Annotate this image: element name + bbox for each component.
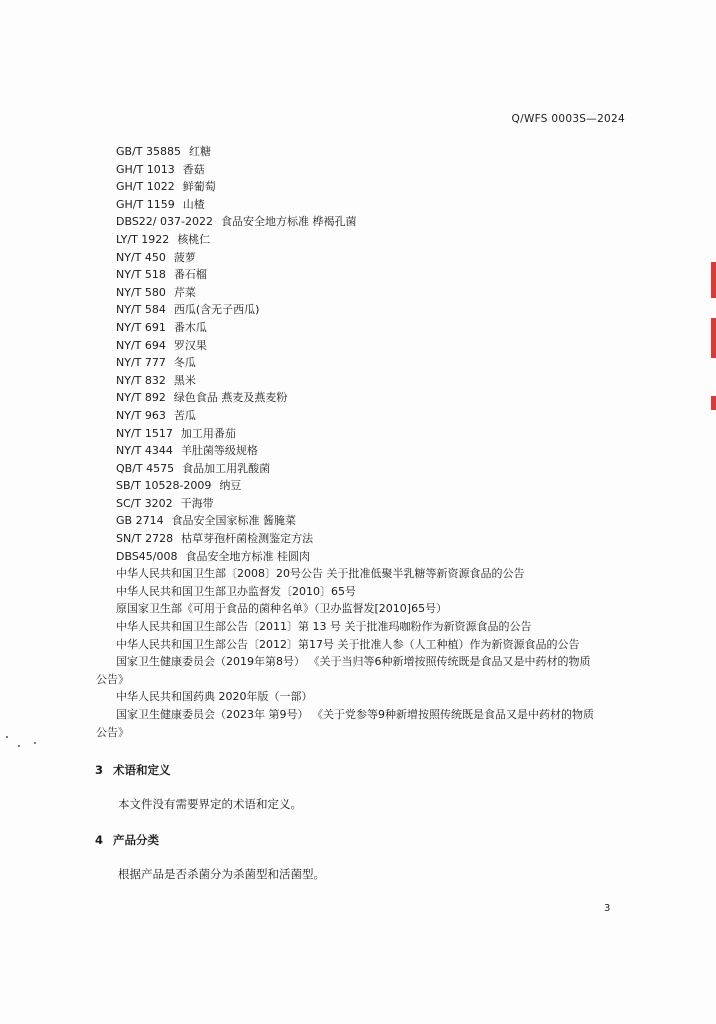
reference-code: NY/T 518 — [116, 268, 166, 282]
notice-item-continuation: 公告》 — [96, 725, 129, 739]
reference-item — [116, 389, 626, 407]
reference-title: 番石榴 — [173, 268, 207, 282]
reference-item — [116, 266, 626, 284]
reference-title: 西瓜(含无子西瓜) — [173, 303, 260, 317]
scan-edge-mark — [711, 318, 716, 358]
reference-item — [116, 319, 626, 337]
reference-code: NY/T 694 — [116, 338, 166, 352]
section-number: 3 — [95, 763, 104, 777]
reference-title: 食品安全地方标准 桦褐孔菌 — [220, 215, 357, 229]
reference-code: NY/T 777 — [116, 356, 166, 370]
reference-item — [116, 407, 626, 425]
reference-code: NY/T 892 — [116, 391, 166, 405]
reference-title: 菠萝 — [173, 250, 196, 264]
section-number: 4 — [95, 833, 104, 847]
notice-item-wrapped: 国家卫生健康委员会（2023年 第9号） 《关于党参等9种新增按照传统既是食品又是中药材的物质 — [116, 708, 594, 721]
reference-title: 核桃仁 — [177, 232, 211, 246]
document-code: Q/WFS 0003S—2024 — [511, 113, 625, 125]
reference-item — [116, 284, 626, 302]
reference-code: SN/T 2728 — [116, 532, 174, 546]
reference-title: 番木瓜 — [173, 320, 207, 334]
section-4-heading — [95, 832, 159, 848]
reference-title: 罗汉果 — [173, 338, 207, 352]
reference-title: 芹菜 — [173, 285, 196, 299]
reference-item — [116, 530, 626, 548]
reference-title: 干海带 — [180, 496, 214, 510]
reference-item — [116, 354, 626, 372]
reference-item — [116, 495, 626, 513]
reference-code: DBS22/ 037-2022 — [116, 215, 213, 229]
reference-code: NY/T 963 — [116, 408, 166, 422]
reference-code: NY/T 450 — [116, 250, 166, 264]
notice-item-wrapped: 国家卫生健康委员会（2019年第8号） 《关于当归等6种新增按照传统既是食品又是中药材的物质 — [116, 655, 591, 669]
reference-title: 鲜葡萄 — [182, 180, 216, 194]
reference-code: SC/T 3202 — [116, 496, 173, 510]
reference-item — [116, 143, 626, 161]
notice-item: 中华人民共和国卫生部公告〔2011〕第 13 号 关于批准玛咖粉作为新资源食品的公告 — [116, 620, 532, 634]
scan-edge-mark — [711, 396, 716, 410]
reference-item — [116, 213, 626, 231]
reference-item — [116, 161, 626, 179]
notice-item: 中华人民共和国药典 2020年版（一部） — [116, 690, 313, 704]
reference-item — [116, 548, 626, 566]
reference-title: 食品加工用乳酸菌 — [182, 461, 271, 475]
reference-title: 加工用番茄 — [180, 426, 236, 440]
reference-title: 枯草芽孢杆菌检测鉴定方法 — [181, 532, 314, 546]
reference-code: QB/T 4575 — [116, 461, 175, 475]
page-number: 3 — [604, 903, 611, 914]
reference-title: 羊肚菌等级规格 — [180, 444, 258, 458]
reference-code: GH/T 1022 — [116, 180, 175, 194]
reference-title: 黑米 — [173, 373, 196, 387]
notice-item: 中华人民共和国卫生部〔2008〕20号公告 关于批准低聚半乳糖等新资源食品的公告 — [116, 567, 525, 581]
reference-code: NY/T 4344 — [116, 444, 173, 458]
reference-title: 食品安全地方标准 桂圆肉 — [185, 549, 311, 563]
reference-code: LY/T 1922 — [116, 232, 170, 246]
reference-code: NY/T 832 — [116, 373, 166, 387]
notice-item-continuation: 公告》 — [96, 672, 129, 686]
reference-code: GB 2714 — [116, 514, 164, 528]
reference-code: SB/T 10528-2009 — [116, 479, 212, 493]
reference-item — [116, 231, 626, 249]
scan-dust — [34, 742, 36, 744]
reference-code: DBS45/008 — [116, 549, 178, 563]
scan-edge-mark — [711, 262, 716, 298]
reference-code: NY/T 580 — [116, 285, 166, 299]
section-title: 产品分类 — [113, 833, 159, 847]
reference-item — [116, 425, 626, 443]
notice-item: 原国家卫生部《可用于食品的菌种名单》（卫办监督发[2010]65号） — [116, 602, 448, 616]
reference-title: 香菇 — [182, 162, 205, 176]
reference-item — [116, 196, 626, 214]
notice-item: 中华人民共和国卫生部卫办监督发〔2010〕65号 — [116, 584, 356, 598]
reference-title: 冬瓜 — [173, 356, 196, 370]
reference-code: GB/T 35885 — [116, 145, 181, 158]
scan-dust — [6, 736, 8, 738]
reference-item — [116, 442, 626, 460]
reference-item — [116, 249, 626, 267]
reference-item — [116, 512, 626, 530]
reference-item — [116, 301, 626, 319]
reference-title: 山楂 — [182, 197, 205, 211]
normative-references-list — [96, 143, 626, 741]
section-3-heading — [95, 762, 171, 778]
standard-references — [116, 143, 626, 565]
notice-item: 中华人民共和国卫生部公告〔2012〕第17号 关于批准人参（人工种植）作为新资源食品的公告 — [116, 637, 580, 651]
section-title: 术语和定义 — [113, 763, 171, 777]
reference-code: NY/T 584 — [116, 303, 166, 317]
reference-item — [116, 372, 626, 390]
section-3-body: 本文件没有需要界定的术语和定义。 — [118, 797, 302, 811]
reference-title: 食品安全国家标准 酱腌菜 — [171, 514, 297, 528]
reference-code: NY/T 691 — [116, 320, 166, 334]
reference-item — [116, 178, 626, 196]
reference-title: 纳豆 — [219, 479, 242, 493]
reference-item — [116, 460, 626, 478]
reference-item — [116, 337, 626, 355]
reference-title: 苦瓜 — [173, 408, 196, 422]
section-4-body: 根据产品是否杀菌分为杀菌型和活菌型。 — [118, 867, 325, 881]
scan-dust — [18, 745, 20, 747]
reference-code: NY/T 1517 — [116, 426, 173, 440]
reference-code: GH/T 1159 — [116, 197, 175, 211]
reference-title: 绿色食品 燕麦及燕麦粉 — [173, 391, 288, 405]
reference-item — [116, 477, 626, 495]
reference-title: 红糖 — [189, 145, 211, 158]
reference-code: GH/T 1013 — [116, 162, 175, 176]
